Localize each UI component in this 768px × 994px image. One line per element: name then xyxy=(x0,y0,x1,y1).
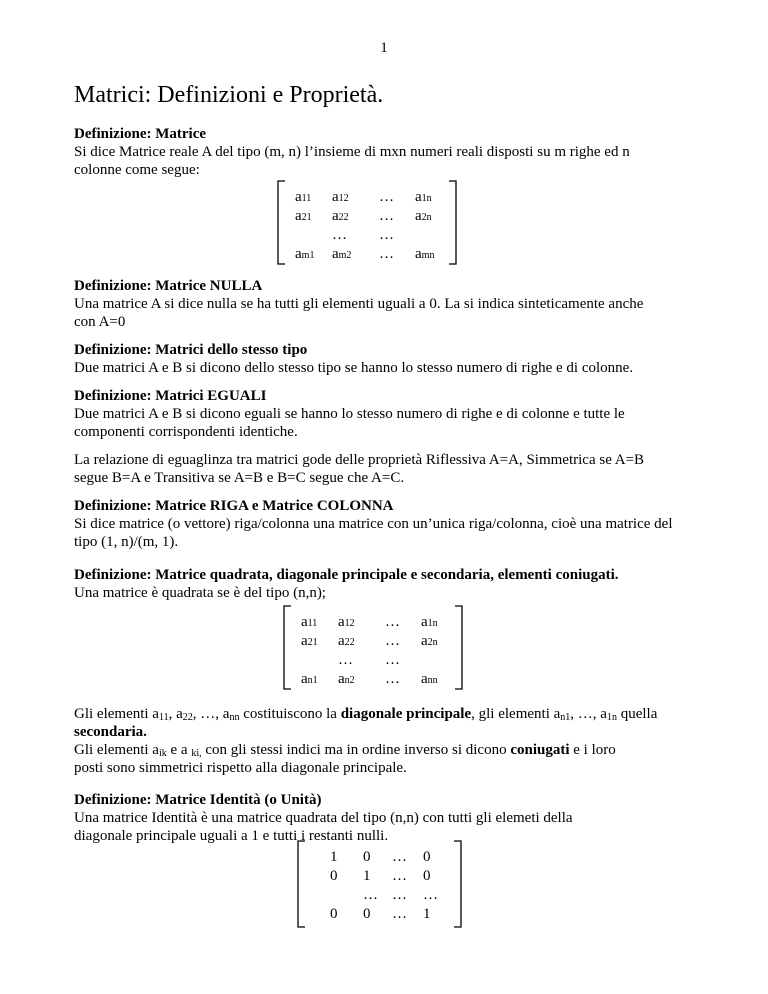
matrix-cell: 1 xyxy=(330,849,338,865)
matrix-cell: 1 xyxy=(423,906,431,922)
matrix-cell: … xyxy=(379,208,394,224)
section-body: Una matrice A si dice nulla se ha tutti gli elementi uguali a 0. La si indica sinteticamente anche con A=0 xyxy=(74,296,644,330)
matrix-cell: … xyxy=(385,614,400,630)
section-heading: Definizione: Matrice quadrata, diagonale principale e secondaria, elementi coniugati. xyxy=(74,567,619,583)
matrix-cell: 0 xyxy=(363,906,371,922)
matrix-cell: … xyxy=(379,227,394,243)
matrix-cell: a21 xyxy=(295,208,312,224)
matrix-cell: … xyxy=(385,633,400,649)
matrix-cell: 0 xyxy=(330,868,338,884)
matrix-cell: a2n xyxy=(421,633,438,649)
matrix-cell: 1 xyxy=(363,868,371,884)
matrix-cell: a22 xyxy=(338,633,355,649)
matrix-brackets xyxy=(297,840,462,928)
diagonal-paragraph xyxy=(74,705,704,777)
matrix-cell: … xyxy=(379,189,394,205)
matrix-cell: a21 xyxy=(301,633,318,649)
section-heading: Definizione: Matrice RIGA e Matrice COLONNA xyxy=(74,498,394,514)
matrix-cell: … xyxy=(379,246,394,262)
section-identita xyxy=(74,791,694,845)
section-riga-colonna xyxy=(74,497,694,551)
section-stesso-tipo xyxy=(74,341,694,377)
section-body: Si dice Matrice reale A del tipo (m, n) l’insieme di mxn numeri reali disposti su m righe ed n colonne come segue: xyxy=(74,144,630,178)
page-number: 1 xyxy=(380,40,388,56)
matrix-cell: … xyxy=(363,887,378,903)
section-quadrata xyxy=(74,566,694,602)
matrix-cell: 0 xyxy=(423,868,431,884)
diagonal-line: Gli elementi $a_{11}$, $a_{22}$, …, $a_{nn}$ costituiscono la diagonale principale, gli elementi $a_{n1}$, …, $a_{1n}$ quella secondaria. xyxy=(74,706,658,740)
matrix-cell: a2n xyxy=(415,208,432,224)
matrix-cell: … xyxy=(392,868,407,884)
section-body: Una matrice è quadrata se è del tipo (n,n); xyxy=(74,585,326,601)
section-body: Si dice matrice (o vettore) riga/colonna una matrice con un’unica riga/colonna, cioè una matrice del tipo (1, n)/(m, 1). xyxy=(74,516,673,550)
section-body: La relazione di eguaglinza tra matrici gode delle proprietà Riflessiva A=A, Simmetrica se A=B segue B=A e Transitiva se A=B e B=C segue che A=C. xyxy=(74,452,645,486)
matrix-generic xyxy=(277,180,457,265)
section-heading: Definizione: Matrice NULLA xyxy=(74,278,263,294)
matrix-cell: a11 xyxy=(301,614,318,630)
matrix-cell: an2 xyxy=(338,671,355,687)
matrix-cell: amn xyxy=(415,246,435,262)
matrix-cell: 0 xyxy=(363,849,371,865)
matrix-cell: … xyxy=(385,652,400,668)
matrix-cell: a12 xyxy=(338,614,355,630)
matrix-cell: … xyxy=(392,849,407,865)
matrix-cell: … xyxy=(385,671,400,687)
section-heading: Definizione: Matrice Identità (o Unità) xyxy=(74,792,322,808)
matrix-cell: … xyxy=(392,906,407,922)
section-relazione xyxy=(74,451,694,487)
section-heading: Definizione: Matrici dello stesso tipo xyxy=(74,342,308,358)
matrix-cell: 0 xyxy=(423,849,431,865)
section-heading: Definizione: Matrice xyxy=(74,126,207,142)
matrix-cell: an1 xyxy=(301,671,318,687)
matrix-cell: am1 xyxy=(295,246,315,262)
section-matrice xyxy=(74,125,694,179)
matrix-cell: ann xyxy=(421,671,438,687)
matrix-cell: am2 xyxy=(332,246,352,262)
matrix-cell: 0 xyxy=(330,906,338,922)
matrix-cell: … xyxy=(423,887,438,903)
section-body: Due matrici A e B si dicono dello stesso tipo se hanno lo stesso numero di righe e di colonne. xyxy=(74,360,634,376)
section-nulla xyxy=(74,277,694,331)
matrix-cell: a1n xyxy=(415,189,432,205)
matrix-cell: a12 xyxy=(332,189,349,205)
section-eguali xyxy=(74,387,694,441)
matrix-cell: … xyxy=(338,652,353,668)
matrix-square xyxy=(283,605,463,690)
matrix-cell: … xyxy=(392,887,407,903)
section-body: Una matrice Identità è una matrice quadrata del tipo (n,n) con tutti gli elemeti della diagonale principale uguali a 1 e tutti i restanti nulli. xyxy=(74,810,573,844)
matrix-cell: a22 xyxy=(332,208,349,224)
section-heading: Definizione: Matrici EGUALI xyxy=(74,388,267,404)
matrix-cell: a1n xyxy=(421,614,438,630)
matrix-identity xyxy=(297,840,462,928)
page-title: Matrici: Definizioni e Proprietà. xyxy=(74,82,384,108)
matrix-cell: a11 xyxy=(295,189,312,205)
coniugati-line: Gli elementi $a_{ik}$ e a $_{ki,}$ con gli stessi indici ma in ordine inverso si dicono coniugati e i loro posti sono simmetrici rispetto alla diagonale principale. xyxy=(74,742,616,776)
section-body: Due matrici A e B si dicono eguali se hanno lo stesso numero di righe e di colonne e tutte le componenti corrispondenti identiche. xyxy=(74,406,625,440)
matrix-cell: … xyxy=(332,227,347,243)
